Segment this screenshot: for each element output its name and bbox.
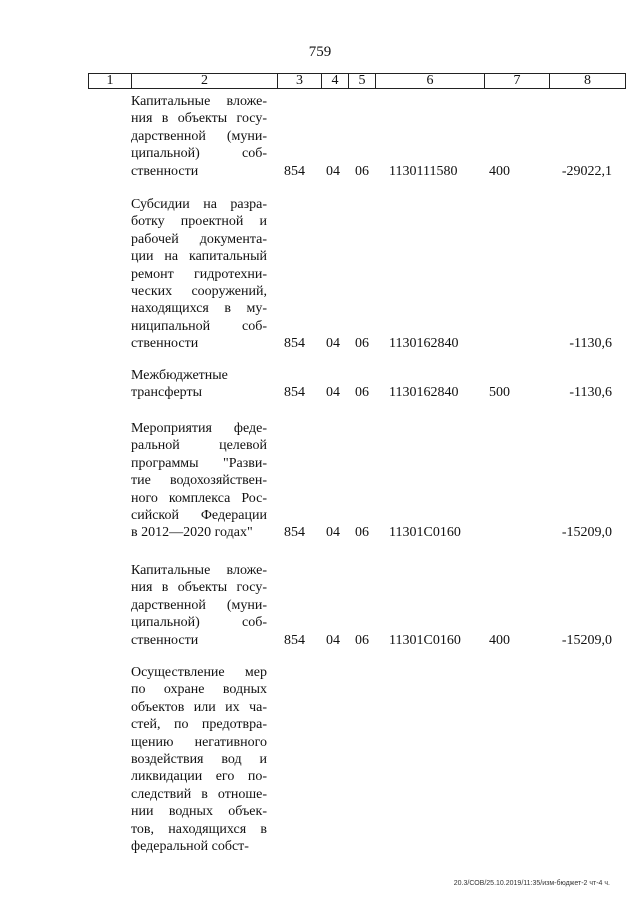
description-line: тие водохозяйствен- — [131, 473, 267, 489]
row-description — [131, 367, 267, 402]
description-line: нии водных объек- — [131, 804, 267, 820]
description-line: дарственной (муни- — [131, 128, 267, 144]
header-col-8: 8 — [584, 73, 591, 88]
header-col-1: 1 — [89, 74, 132, 88]
description-line: воздействия вод и — [131, 752, 267, 768]
description-line: Капитальные вложе- — [131, 563, 267, 578]
description-line: ликвидации его по- — [131, 769, 267, 785]
description-line: Мероприятия феде- — [131, 421, 267, 436]
description-line: тов, находящихся в — [131, 821, 267, 837]
cell-admin: 854 — [284, 632, 305, 648]
cell-sum: -15209,0 — [561, 632, 612, 648]
description-line: ственности — [131, 632, 199, 648]
description-line: программы "Разви- — [131, 455, 267, 471]
row-description — [131, 562, 267, 649]
description-line: в 2012—2020 годах" — [131, 525, 253, 541]
footer-stamp: 20.3/СОВ/25.10.2019/11:35/изм-бюджет-2 чт-4 ч. — [453, 880, 610, 887]
cell-code: 11301С0160 — [389, 632, 461, 648]
cell-subsection: 06 — [355, 525, 369, 541]
header-col-3: 3 — [278, 74, 322, 88]
description-line: ботку проектной и — [131, 214, 267, 230]
description-line: ции на капитальный — [131, 249, 267, 265]
cell-section: 04 — [326, 163, 340, 179]
description-line: ного комплекса Рос- — [131, 490, 267, 506]
header-col-4: 4 — [322, 74, 349, 88]
cell-admin: 854 — [284, 385, 305, 401]
cell-sum: -15209,0 — [561, 525, 612, 541]
cell-subsection: 06 — [355, 163, 369, 179]
cell-subsection: 06 — [355, 385, 369, 401]
description-line: Межбюджетные — [131, 368, 228, 383]
cell-admin: 854 — [284, 336, 305, 352]
description-line: трансферты — [131, 385, 203, 401]
description-line: ния в объекты госу- — [131, 111, 267, 127]
header-col-7: 7 — [485, 74, 550, 88]
cell-type: 400 — [489, 632, 510, 648]
header-col-5: 5 — [349, 74, 376, 88]
cell-type: 500 — [489, 385, 510, 401]
header-col-6: 6 — [376, 74, 485, 88]
cell-section: 04 — [326, 385, 340, 401]
description-line: ниципальной соб- — [131, 318, 267, 334]
table-header-row — [88, 73, 626, 89]
description-line: Осуществление мер — [131, 665, 267, 680]
description-line: ципальной) соб- — [131, 146, 267, 162]
cell-subsection: 06 — [355, 336, 369, 352]
description-line: ципальной) соб- — [131, 615, 267, 631]
description-line: федеральной собст- — [131, 839, 249, 855]
description-line: стей, по предотвра- — [131, 717, 267, 733]
row-description — [131, 664, 267, 855]
cell-subsection: 06 — [355, 632, 369, 648]
description-line: объектов или их ча- — [131, 699, 267, 715]
cell-type: 400 — [489, 163, 510, 179]
cell-section: 04 — [326, 336, 340, 352]
description-line: ния в объекты госу- — [131, 580, 267, 596]
description-line: по охране водных — [131, 682, 267, 698]
description-line: Капитальные вложе- — [131, 94, 267, 109]
row-description — [131, 420, 267, 542]
description-line: следствий в отноше- — [131, 786, 267, 802]
description-line: ственности — [131, 163, 199, 179]
description-line: ственности — [131, 336, 199, 352]
cell-code: 11301С0160 — [389, 525, 461, 541]
cell-admin: 854 — [284, 525, 305, 541]
description-line: Субсидии на разра- — [131, 197, 267, 212]
row-description — [131, 93, 267, 180]
page-number: 759 — [308, 44, 332, 60]
description-line: ремонт гидротехни- — [131, 266, 267, 282]
description-line: ческих сооружений, — [131, 284, 267, 300]
row-description — [131, 196, 267, 353]
cell-code: 1130111580 — [389, 163, 458, 179]
description-line: сийской Федерации — [131, 508, 267, 524]
cell-section: 04 — [326, 525, 340, 541]
cell-section: 04 — [326, 632, 340, 648]
cell-admin: 854 — [284, 163, 305, 179]
description-line: дарственной (муни- — [131, 597, 267, 613]
description-line: ральной целевой — [131, 438, 267, 454]
header-col-2: 2 — [132, 74, 278, 88]
cell-sum: -1130,6 — [569, 385, 612, 401]
cell-code: 1130162840 — [389, 336, 459, 352]
description-line: щению негативного — [131, 734, 267, 750]
description-line: находящихся в му- — [131, 301, 267, 317]
description-line: рабочей документа- — [131, 231, 267, 247]
cell-sum: -1130,6 — [569, 336, 612, 352]
cell-sum: -29022,1 — [561, 163, 612, 179]
cell-code: 1130162840 — [389, 385, 459, 401]
